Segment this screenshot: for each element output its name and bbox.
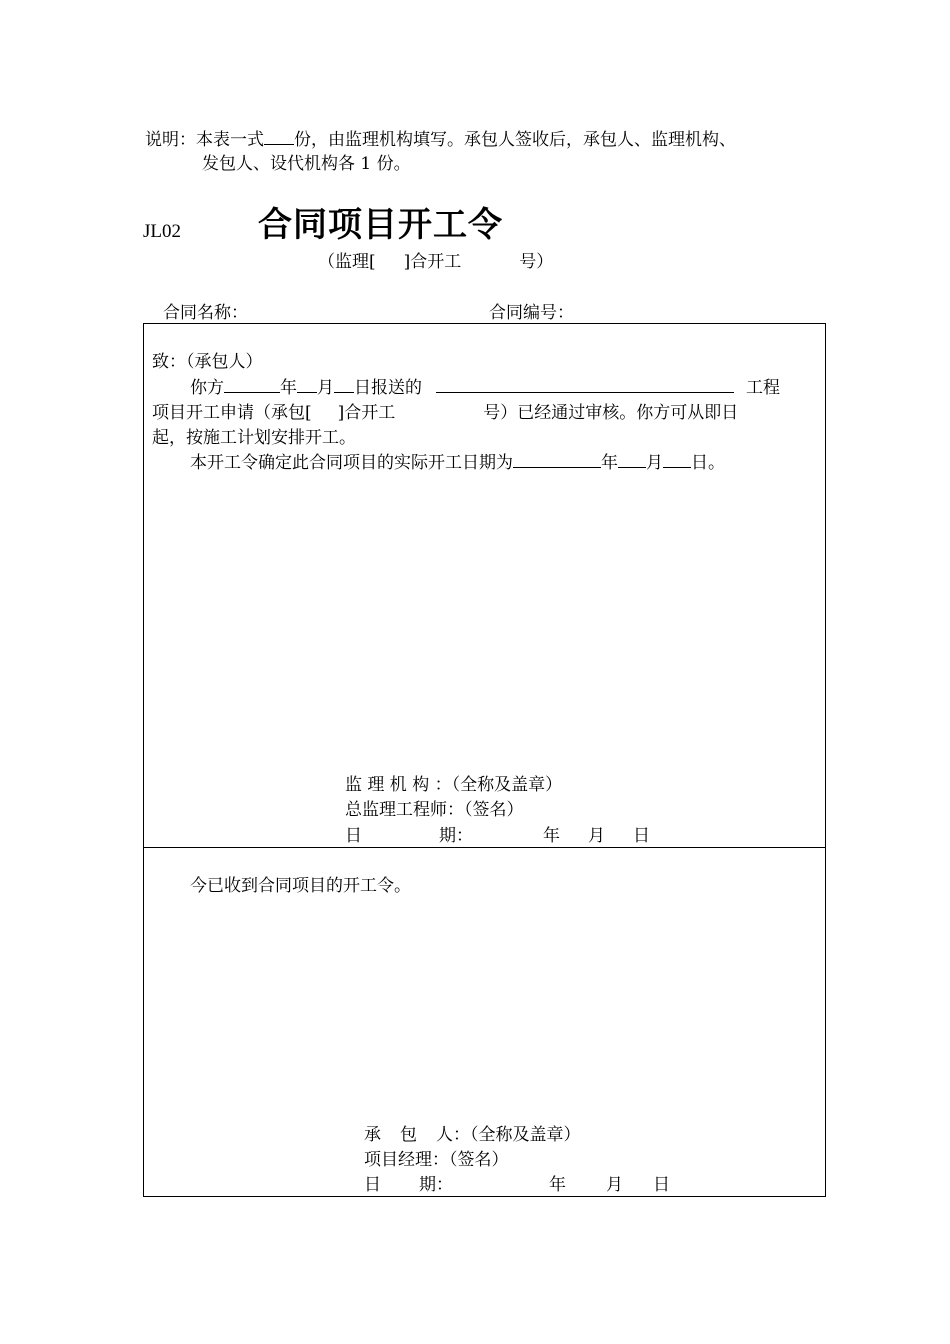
received-line: 今已收到合同项目的开工令。: [190, 876, 411, 896]
lower-date-label-a: 日: [364, 1175, 381, 1195]
l1-c: 月: [317, 378, 334, 398]
lower-date-label-b: 期：: [419, 1175, 453, 1195]
chief-engineer-value: （签名）: [464, 800, 524, 820]
submit-year-blank: [224, 376, 280, 393]
contractor-label-a: 承: [364, 1125, 381, 1145]
upper-line-2: [152, 401, 738, 426]
note-label: 说明：: [145, 130, 196, 150]
chief-engineer-line: [345, 798, 524, 823]
lower-date-year: 年: [549, 1175, 566, 1195]
project-manager-value: （签名）: [449, 1150, 509, 1170]
project-manager-line: [364, 1148, 509, 1173]
supervision-org-label: 监 理 机 构 ：: [345, 775, 452, 795]
l4-d: 日。: [691, 453, 725, 473]
upper-line-4: [190, 451, 725, 476]
upper-date-month: 月: [588, 826, 605, 846]
form-code: JL02: [143, 221, 181, 242]
project-name-blank: [436, 376, 734, 393]
start-day-blank: [663, 451, 691, 468]
l1-b: 年: [280, 378, 297, 398]
note-line-2: 发包人、设代机构各 1 份。: [202, 154, 411, 174]
upper-date-label-a: 日: [345, 826, 362, 846]
supervision-org-line: [345, 773, 562, 798]
lower-date-line: [364, 1173, 670, 1198]
upper-line-3: 起，按施工计划安排开工。: [152, 428, 356, 448]
l1-e: 工程: [746, 378, 780, 398]
project-manager-label: 项目经理：: [364, 1150, 449, 1170]
l4-c: 月: [646, 453, 663, 473]
submit-day-blank: [334, 376, 354, 393]
submit-month-blank: [297, 376, 317, 393]
contractor-label-c: 人：: [436, 1125, 470, 1145]
l2-b: ]合开工: [337, 403, 396, 423]
note-text-a: 本表一式: [196, 130, 264, 150]
start-month-blank: [618, 451, 646, 468]
start-year-blank: [513, 451, 601, 468]
serial-suffix: 号）: [519, 252, 554, 272]
l2-a: 项目开工申请（承包[: [152, 403, 312, 423]
lower-date-day: 日: [653, 1175, 670, 1195]
upper-date-year: 年: [543, 826, 560, 846]
contractor-line: [364, 1123, 581, 1148]
note-line-1: [145, 128, 736, 151]
page-title: 合同项目开工令: [258, 205, 503, 245]
addressee-line: 致：（承包人）: [152, 352, 263, 372]
l4-a: 本开工令确定此合同项目的实际开工日期为: [190, 453, 513, 473]
lower-date-month: 月: [606, 1175, 623, 1195]
contract-name-label: 合同名称：: [163, 303, 248, 323]
l2-c: 号）已经通过审核。你方可从即日: [483, 403, 739, 423]
upper-line-1: [190, 376, 780, 401]
upper-date-line: [345, 824, 650, 849]
upper-date-label-b: 期：: [439, 826, 473, 846]
l1-d: 日报送的: [354, 378, 422, 398]
contractor-value: （全称及盖章）: [470, 1125, 581, 1145]
serial-prefix: （监理[: [318, 252, 376, 272]
l4-b: 年: [601, 453, 618, 473]
upper-date-day: 日: [633, 826, 650, 846]
contract-number-label: 合同编号：: [489, 303, 574, 323]
supervision-org-value: （全称及盖章）: [451, 775, 563, 795]
contractor-label-b: 包: [400, 1125, 417, 1145]
serial-line: [318, 251, 553, 273]
copies-blank: [264, 128, 294, 145]
chief-engineer-label: 总监理工程师：: [345, 800, 464, 820]
serial-middle: ]合开工: [403, 252, 462, 272]
l1-a: 你方: [190, 378, 224, 398]
note-text-b: 份，由监理机构填写。承包人签收后，承包人、监理机构、: [294, 130, 736, 150]
